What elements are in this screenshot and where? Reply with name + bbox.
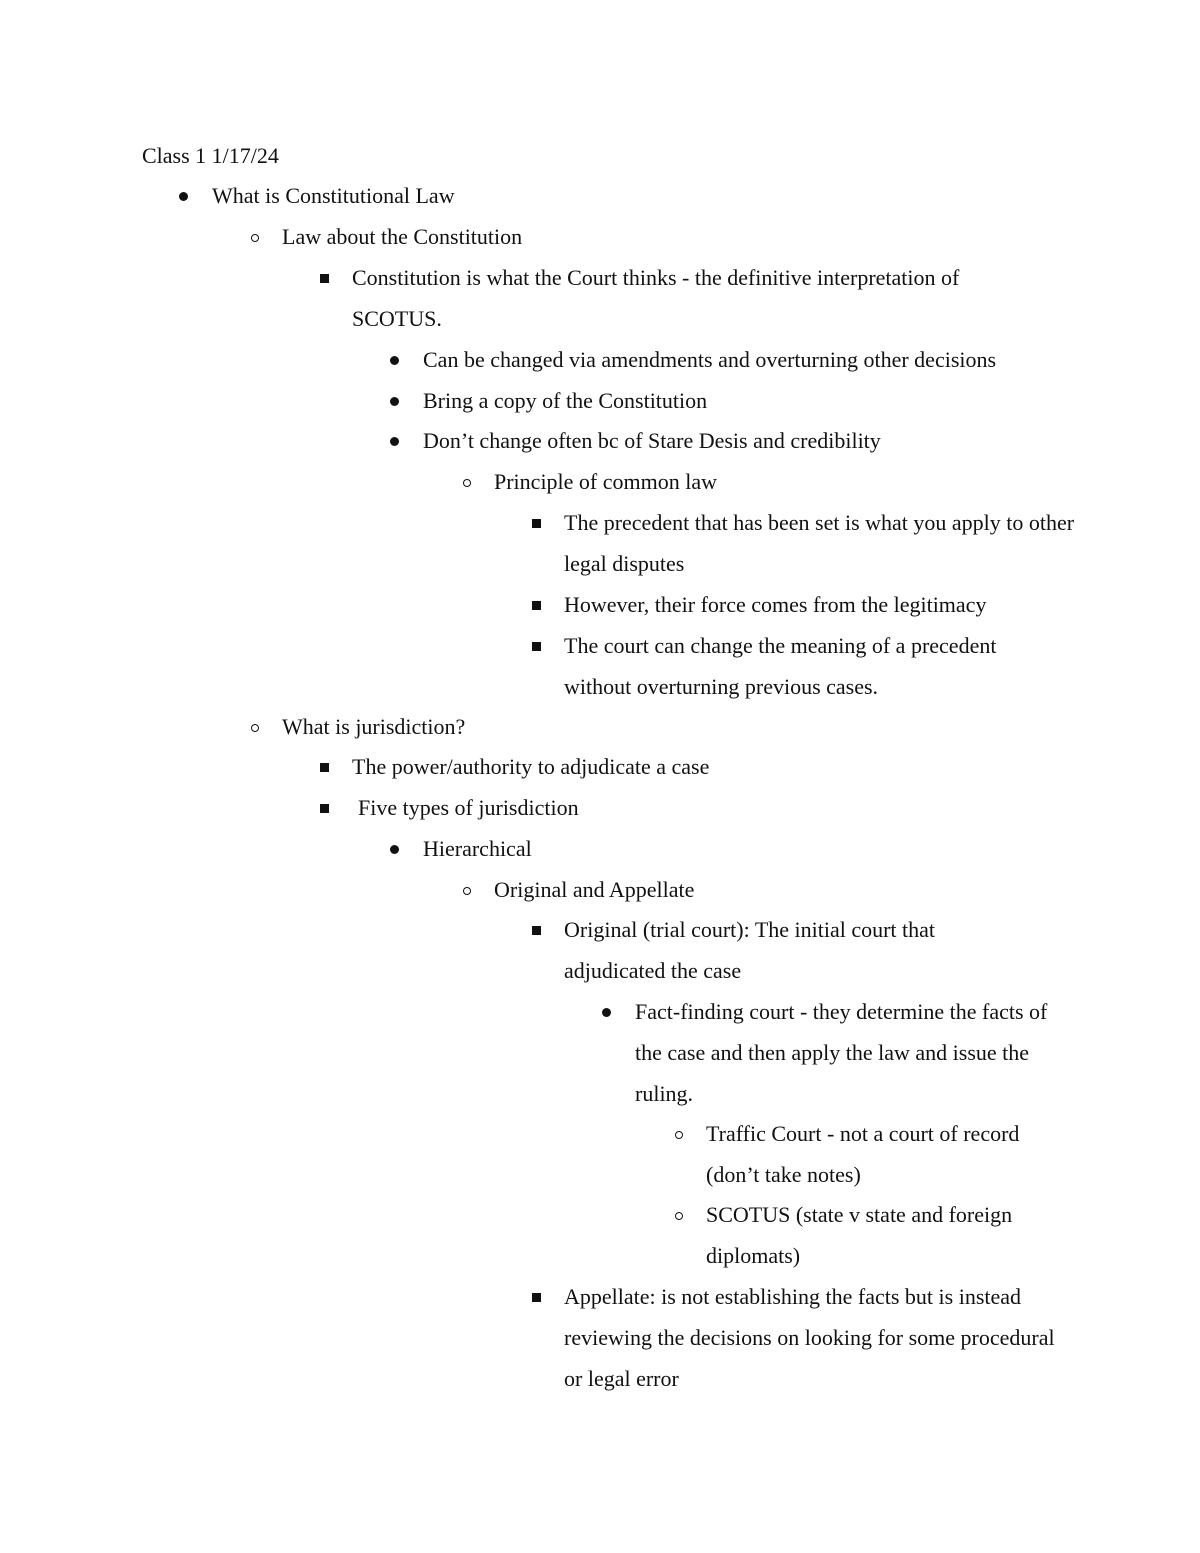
square-bullet-icon [532, 642, 541, 651]
list-item [423, 421, 1083, 462]
list-item-text: Original and Appellate [494, 877, 695, 902]
square-bullet-icon [532, 601, 541, 610]
list-item [423, 381, 1083, 422]
list-item [635, 992, 1065, 1114]
list-item-text: Bring a copy of the Constitution [423, 388, 708, 413]
filled-bullet-icon [390, 397, 399, 406]
list-item-text: SCOTUS (state v state and foreign diplomats) [706, 1202, 1013, 1268]
list-item [352, 747, 1052, 788]
list-item-text: Original (trial court): The initial court that adjudicated the case [564, 917, 936, 983]
list-item-text: Can be changed via amendments and overturning other decisions [423, 347, 997, 372]
list-item-text: The power/authority to adjudicate a case [352, 754, 710, 779]
square-bullet-icon [532, 519, 541, 528]
list-item-text: Principle of common law [494, 469, 718, 494]
list-item [706, 1195, 1056, 1277]
list-item [352, 258, 1022, 340]
hollow-bullet-icon [675, 1212, 683, 1220]
list-item-text: Don’t change often bc of Stare Desis and credibility [423, 428, 881, 453]
square-bullet-icon [532, 926, 541, 935]
square-bullet-icon [320, 804, 329, 813]
list-item-text: Five types of jurisdiction [358, 795, 579, 820]
list-item [494, 870, 1094, 911]
list-item-text: The precedent that has been set is what you apply to other legal disputes [564, 510, 1075, 576]
page-title: Class 1 1/17/24 [142, 143, 279, 168]
list-item-text: Fact-finding court - they determine the facts of the case and then apply the law and issue the ruling. [635, 999, 1048, 1106]
list-item [564, 626, 1044, 708]
list-item [358, 788, 1058, 829]
list-item-text: However, their force comes from the legitimacy [564, 592, 987, 617]
list-item [423, 340, 1083, 381]
hollow-bullet-icon [463, 887, 471, 895]
list-item [564, 585, 1079, 626]
list-item-text: What is Constitutional Law [212, 183, 455, 208]
list-item [564, 910, 984, 992]
list-item-text: The court can change the meaning of a precedent without overturning previous cases. [564, 633, 997, 699]
list-item-text: Constitution is what the Court thinks - the definitive interpretation of SCOTUS. [352, 265, 960, 331]
list-item-text: What is jurisdiction? [282, 714, 466, 739]
filled-bullet-icon [390, 437, 399, 446]
filled-bullet-icon [602, 1008, 611, 1017]
list-item-text: Law about the Constitution [282, 224, 523, 249]
square-bullet-icon [532, 1293, 541, 1302]
list-item [494, 462, 1094, 503]
hollow-bullet-icon [675, 1131, 683, 1139]
list-item [564, 1277, 1064, 1399]
square-bullet-icon [320, 274, 329, 283]
square-bullet-icon [320, 763, 329, 772]
hollow-bullet-icon [251, 234, 259, 242]
list-item [564, 503, 1079, 585]
list-item [423, 829, 1083, 870]
list-item-text: Appellate: is not establishing the facts but is instead reviewing the decisions on looking for some procedural or legal error [564, 1284, 1055, 1391]
hollow-bullet-icon [463, 479, 471, 487]
hollow-bullet-icon [251, 724, 259, 732]
list-item [212, 176, 1112, 217]
list-item [282, 707, 1132, 748]
list-item [706, 1114, 1066, 1196]
list-item-text: Hierarchical [423, 836, 532, 861]
filled-bullet-icon [179, 192, 188, 201]
filled-bullet-icon [390, 356, 399, 365]
list-item [282, 217, 1132, 258]
list-item-text: Traffic Court - not a court of record (don’t take notes) [706, 1121, 1020, 1187]
filled-bullet-icon [390, 845, 399, 854]
